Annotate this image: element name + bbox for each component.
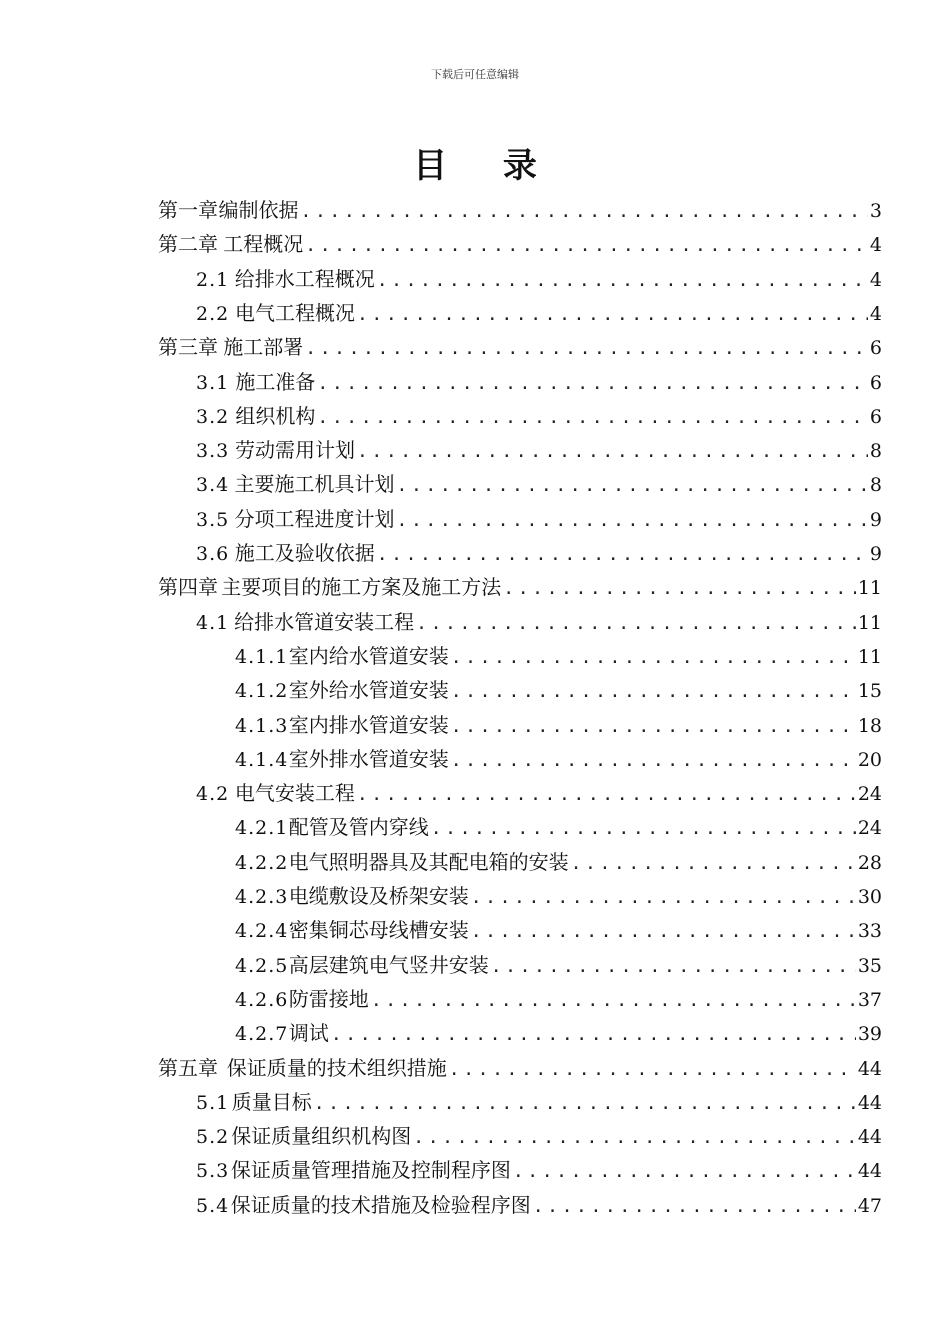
toc-entry-title: 室内给水管道安装 xyxy=(288,643,449,668)
toc-entry-number: 5.2 xyxy=(196,1126,230,1149)
toc-entry[interactable] xyxy=(158,1051,882,1085)
toc-leader-dots xyxy=(431,812,856,846)
toc-entry-number: 4.1.1 xyxy=(235,645,289,668)
toc-entry[interactable] xyxy=(196,399,882,433)
toc-entry[interactable] xyxy=(235,708,882,742)
toc-entry-page: 11 xyxy=(857,577,882,600)
toc-entry-number: 4.1.2 xyxy=(235,680,289,703)
toc-entry-title: 保证质量的技术组织措施 xyxy=(226,1055,447,1080)
toc-entry-title: 室外排水管道安装 xyxy=(288,746,449,771)
toc-entry-title: 工程概况 xyxy=(223,232,304,257)
toc-entry[interactable] xyxy=(235,913,882,947)
toc-entry[interactable] xyxy=(196,1153,882,1187)
toc-entry[interactable] xyxy=(196,1188,882,1222)
toc-entry-page: 20 xyxy=(857,748,882,771)
toc-entry[interactable] xyxy=(196,365,882,399)
toc-entry-page: 35 xyxy=(857,954,882,977)
toc-entry-page: 4 xyxy=(869,302,882,325)
toc-leader-dots xyxy=(397,504,868,538)
toc-entry-page: 11 xyxy=(857,645,882,668)
toc-entry-title: 电气工程概况 xyxy=(234,300,355,325)
toc-leader-dots xyxy=(305,229,868,263)
toc-entry-page: 39 xyxy=(857,1023,882,1046)
toc-entry-page: 9 xyxy=(869,508,882,531)
toc-entry-page: 15 xyxy=(857,680,882,703)
toc-entry-title: 施工准备 xyxy=(235,369,316,394)
toc-entry-number: 3.6 xyxy=(196,543,230,565)
toc-entry-number: 4.1 xyxy=(196,611,230,634)
toc-entry-page: 6 xyxy=(869,337,882,360)
toc-entry-number: 4.1.3 xyxy=(235,714,289,737)
toc-leader-dots xyxy=(451,675,856,709)
toc-entry-page: 8 xyxy=(869,474,882,497)
toc-entry-page: 4 xyxy=(869,234,882,257)
toc-entry-number: 5.3 xyxy=(196,1160,230,1183)
toc-entry[interactable] xyxy=(235,948,882,982)
toc-entry[interactable] xyxy=(196,1119,882,1153)
toc-entry[interactable] xyxy=(158,330,882,364)
toc-entry[interactable] xyxy=(196,536,882,570)
toc-entry-title: 施工及验收依据 xyxy=(234,541,375,565)
toc-entry-page: 44 xyxy=(857,1126,882,1149)
toc-entry-title: 配管及管内穿线 xyxy=(288,815,429,840)
toc-leader-dots xyxy=(301,195,868,229)
toc-entry[interactable] xyxy=(196,605,882,639)
toc-entry-number: 3.3 xyxy=(196,440,230,463)
toc-entry-number: 3.5 xyxy=(196,508,230,531)
toc-entry-number: 3.4 xyxy=(196,474,230,497)
toc-leader-dots xyxy=(513,1155,856,1189)
toc-entry-page: 44 xyxy=(857,1091,882,1114)
toc-leader-dots xyxy=(416,607,856,641)
toc-leader-dots xyxy=(305,332,868,366)
toc-title: 目 录 xyxy=(413,146,559,186)
toc-entry-title: 电气安装工程 xyxy=(234,781,355,806)
toc-entry-page: 44 xyxy=(857,1057,882,1080)
toc-entry[interactable] xyxy=(235,673,882,707)
toc-entry-page: 18 xyxy=(857,714,882,737)
toc-leader-dots xyxy=(377,264,868,298)
toc-leader-dots xyxy=(471,915,856,949)
toc-entry[interactable] xyxy=(235,1016,882,1050)
toc-entry-page: 3 xyxy=(869,200,882,222)
toc-entry-title: 施工部署 xyxy=(223,335,304,360)
toc-entry-page: 37 xyxy=(857,988,882,1011)
toc-entry-title: 室外给水管道安装 xyxy=(288,678,449,703)
toc-entry-title: 编制依据 xyxy=(218,198,299,222)
toc-leader-dots xyxy=(451,641,856,675)
toc-leader-dots xyxy=(451,710,856,744)
toc-entry-title: 劳动需用计划 xyxy=(234,438,355,463)
toc-entry-number: 4.2.3 xyxy=(235,886,289,908)
toc-entry-title: 主要施工机具计划 xyxy=(234,472,395,497)
toc-entry-title: 防雷接地 xyxy=(288,986,369,1011)
toc-entry[interactable] xyxy=(158,227,882,261)
toc-leader-dots xyxy=(533,1190,856,1224)
toc-leader-dots xyxy=(317,401,868,435)
toc-leader-dots xyxy=(357,435,868,469)
toc-entry[interactable] xyxy=(235,879,882,913)
toc-entry-number: 4.2.7 xyxy=(235,1023,289,1046)
toc-entry-page: 33 xyxy=(857,920,882,943)
toc-entry-number: 4.2.1 xyxy=(235,817,289,840)
toc-entry[interactable] xyxy=(196,1085,882,1119)
toc-entry-number: 3.1 xyxy=(196,371,230,394)
toc-entry-title: 保证质量组织机构图 xyxy=(231,1124,412,1149)
toc-entry-title: 保证质量管理措施及控制程序图 xyxy=(230,1158,511,1183)
toc-leader-dots xyxy=(451,744,856,778)
toc-entry-page: 4 xyxy=(869,268,882,291)
toc-entry-number: 5.4 xyxy=(196,1194,230,1217)
toc-leader-dots xyxy=(317,367,868,401)
toc-entry[interactable] xyxy=(235,845,882,879)
toc-entry-title: 给排水工程概况 xyxy=(234,266,375,291)
toc-entry-title: 高层建筑电气竖井安装 xyxy=(288,952,489,977)
toc-entry[interactable] xyxy=(196,433,882,467)
toc-entry-title: 电气照明器具及其配电箱的安装 xyxy=(288,849,569,874)
toc-entry-title: 密集铜芯母线槽安装 xyxy=(288,918,469,943)
toc-entry-page: 11 xyxy=(857,611,882,634)
toc-entry-page: 47 xyxy=(857,1194,882,1217)
toc-entry-page: 6 xyxy=(869,371,882,394)
toc-leader-dots xyxy=(571,847,856,881)
toc-entry-page: 44 xyxy=(857,1160,882,1183)
toc-leader-dots xyxy=(371,984,856,1018)
toc-entry-number: 2.2 xyxy=(196,302,230,325)
header-note: 下载后可任意编辑 xyxy=(431,68,519,81)
toc-entry[interactable] xyxy=(158,570,882,604)
toc-entry-title: 主要项目的施工方案及施工方法 xyxy=(221,575,502,600)
toc-entry[interactable] xyxy=(196,296,882,330)
toc-entry-title: 组织机构 xyxy=(235,403,316,428)
toc-entry-page: 30 xyxy=(857,886,882,908)
toc-entry[interactable] xyxy=(235,639,882,673)
toc-entry-title: 室内排水管道安装 xyxy=(288,712,449,737)
toc-leader-dots xyxy=(314,1087,856,1121)
toc-entry-number: 4.2.4 xyxy=(235,920,289,943)
toc-leader-dots xyxy=(377,538,868,572)
toc-entry-number: 4.2.2 xyxy=(235,851,289,874)
toc-entry-number: 4.2.6 xyxy=(235,988,289,1011)
toc-entry-number: 第五章 xyxy=(158,1055,218,1080)
toc-leader-dots xyxy=(331,1018,856,1052)
toc-entry[interactable] xyxy=(235,810,882,844)
toc-entry-number: 2.1 xyxy=(196,268,230,291)
toc-entry-page: 24 xyxy=(857,783,882,806)
toc-entry-title: 分项工程进度计划 xyxy=(234,506,395,531)
toc-entry[interactable] xyxy=(158,193,882,227)
toc-entry-number: 第三章 xyxy=(158,335,218,360)
toc-entry-page: 24 xyxy=(857,817,882,840)
toc-entry-page: 9 xyxy=(869,543,882,565)
toc-leader-dots xyxy=(449,1053,856,1087)
toc-leader-dots xyxy=(357,778,856,812)
toc-leader-dots xyxy=(357,298,868,332)
toc-entry-page: 28 xyxy=(857,851,882,874)
toc-entry-title: 调试 xyxy=(288,1021,329,1046)
toc-entry[interactable] xyxy=(196,502,882,536)
toc-entry-page: 6 xyxy=(869,405,882,428)
toc-entry[interactable] xyxy=(196,776,882,810)
toc-entry-page: 8 xyxy=(869,440,882,463)
toc-entry[interactable] xyxy=(196,467,882,501)
toc-entry-number: 4.2 xyxy=(196,783,230,806)
toc-entry-number: 5.1 xyxy=(196,1091,230,1114)
toc-entry[interactable] xyxy=(196,262,882,296)
toc-leader-dots xyxy=(413,1121,856,1155)
toc-entry[interactable] xyxy=(235,742,882,776)
toc-leader-dots xyxy=(491,950,856,984)
toc-entry-number: 第一章 xyxy=(158,198,218,222)
toc-entry-number: 4.2.5 xyxy=(235,954,289,977)
toc-entry-title: 质量目标 xyxy=(231,1089,312,1114)
toc-entry-number: 3.2 xyxy=(196,405,230,428)
toc-leader-dots xyxy=(471,881,856,915)
toc-entry-number: 第二章 xyxy=(158,232,218,257)
toc-entry-title: 电缆敷设及桥架安装 xyxy=(288,884,469,908)
toc-entry-number: 4.1.4 xyxy=(235,748,289,771)
toc-leader-dots xyxy=(397,469,868,503)
toc-entry-title: 给排水管道安装工程 xyxy=(234,609,415,634)
toc-entry[interactable] xyxy=(235,982,882,1016)
toc-entry-title: 保证质量的技术措施及检验程序图 xyxy=(230,1192,531,1217)
toc-leader-dots xyxy=(503,572,856,606)
toc-entry-number: 第四章 xyxy=(158,575,218,600)
